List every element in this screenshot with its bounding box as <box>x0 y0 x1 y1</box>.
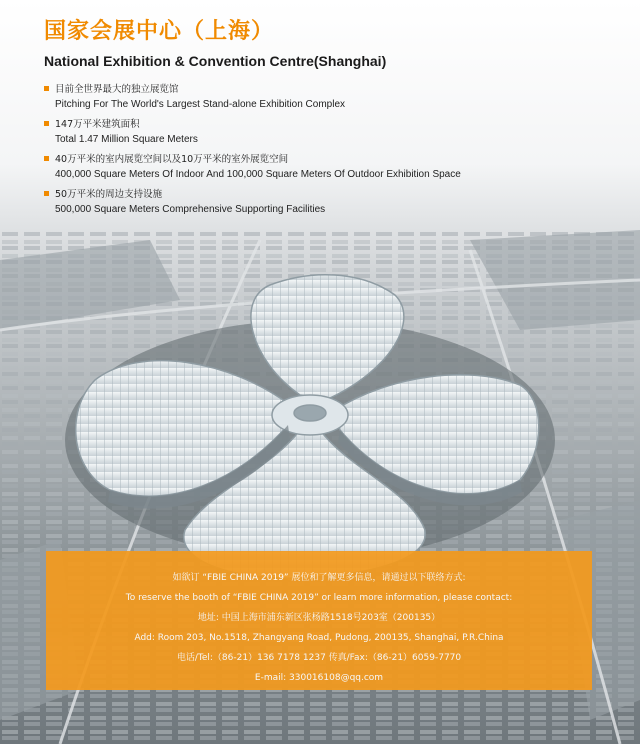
contact-box <box>46 551 592 690</box>
contact-address-cn: 地址: 中国上海市浦东新区张杨路1518号203室（200135） <box>197 613 441 623</box>
feature-en: 500,000 Square Meters Comprehensive Supporting Facilities <box>55 204 326 215</box>
contact-email[interactable]: E-mail: 330016108@qq.com <box>254 673 384 683</box>
feature-list <box>44 82 461 222</box>
bullet-square-icon <box>44 86 49 91</box>
feature-cn: 50万平米的周边支持设施 <box>55 189 163 200</box>
page-title-english: National Exhibition & Convention Centre(Shanghai) <box>44 53 387 69</box>
contact-intro-en: To reserve the booth of “FBIE CHINA 2019” or learn more information, please contact: <box>125 593 513 603</box>
feature-item <box>44 117 461 148</box>
feature-en: Total 1.47 Million Square Meters <box>55 134 198 145</box>
feature-cn: 目前全世界最大的独立展览馆 <box>55 84 179 95</box>
contact-address-en: Add: Room 203, No.1518, Zhangyang Road, Pudong, 200135, Shanghai, P.R.China <box>134 633 504 643</box>
contact-phone-fax: 电话/Tel:（86-21）136 7178 1237 传真/Fax:（86-21）6059-7770 <box>176 653 462 663</box>
bullet-square-icon <box>44 156 49 161</box>
bullet-square-icon <box>44 191 49 196</box>
feature-item <box>44 187 461 218</box>
feature-cn: 147万平米建筑面积 <box>55 119 140 130</box>
bullet-square-icon <box>44 121 49 126</box>
feature-cn: 40万平米的室内展览空间以及10万平米的室外展览空间 <box>55 154 289 165</box>
feature-item <box>44 152 461 183</box>
feature-item <box>44 82 461 113</box>
feature-en: Pitching For The World's Largest Stand-alone Exhibition Complex <box>55 99 346 110</box>
page-title-chinese: 国家会展中心（上海） <box>44 19 275 44</box>
feature-en: 400,000 Square Meters Of Indoor And 100,000 Square Meters Of Outdoor Exhibition Space <box>55 169 461 180</box>
header <box>44 14 386 69</box>
contact-intro-cn: 如欲订 “FBIE CHINA 2019” 展位和了解更多信息，请通过以下联络方式: <box>172 573 466 583</box>
